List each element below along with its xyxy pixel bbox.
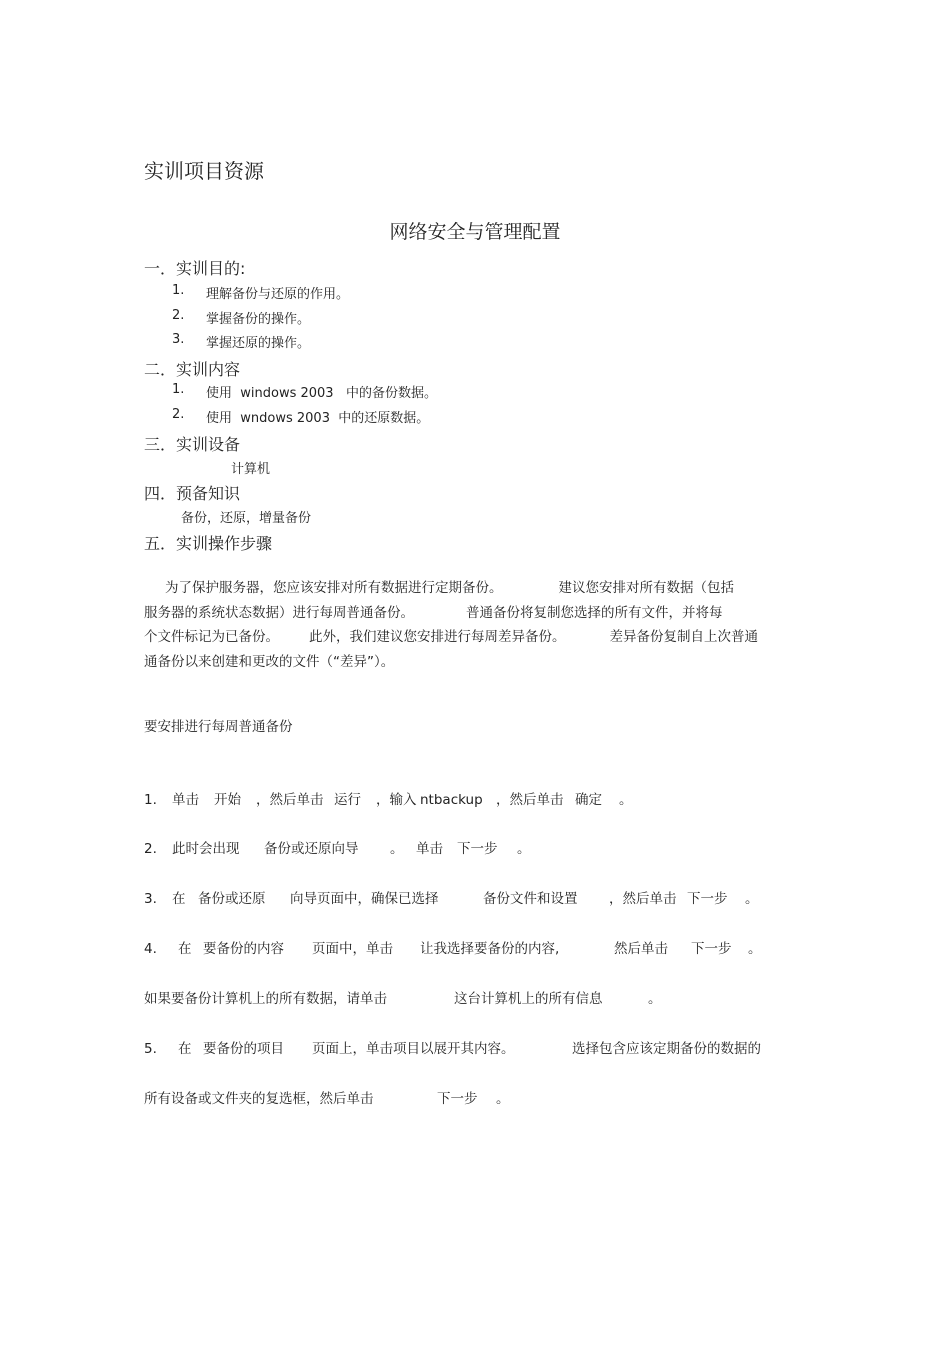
section-heading-steps: 五．实训操作步骤 bbox=[144, 534, 273, 553]
subheading-weekly-backup: 要安排进行每周普通备份 bbox=[144, 719, 293, 735]
step-5: 5. 在 要备份的项目 页面上，单击项目以展开其内容。 选择包含应该定期备份的数据的 bbox=[144, 1041, 761, 1057]
step-4-note: 如果要备份计算机上的所有数据，请单击 这台计算机上的所有信息 。 bbox=[144, 991, 662, 1007]
step-5-continued: 所有设备或文件夹的复选框，然后单击 下一步 。 bbox=[144, 1091, 510, 1107]
step-4: 4. 在 要备份的内容 页面中，单击 让我选择要备份的内容, 然后单击 下一步 。 bbox=[144, 941, 762, 957]
step-3: 3. 在 备份或还原 向导页面中，确保已选择 备份文件和设置 ，然后单击 下一步 。 bbox=[144, 891, 759, 907]
section-heading-content: 二．实训内容 bbox=[144, 360, 241, 379]
step-1: 1. 单击 开始 ，然后单击 运行 ，输入 ntbackup ，然后单击 确定 。 bbox=[144, 792, 633, 808]
section-heading-knowledge: 四．预备知识 bbox=[144, 484, 241, 503]
section-heading-objectives: 一．实训目的: bbox=[144, 259, 246, 278]
section-body-knowledge: 备份，还原，增量备份 bbox=[181, 511, 312, 526]
section-body-equipment: 计算机 bbox=[231, 462, 271, 477]
section-heading-equipment: 三．实训设备 bbox=[144, 435, 241, 454]
intro-paragraph: 为了保护服务器，您应该安排对所有数据进行定期备份。 建议您安排对所有数据（包括 服务器的系统状态数据）进行每周普通备份。 普通备份将复制您选择的所有文件，并将每 个文件标记为已备份。 此外，我们建议您安排进行每周差异备份。 差异备份复制自上次普通 通备份以来创建和更改的文件（“差异”）。 bbox=[144, 580, 758, 670]
step-2: 2. 此时会出现 备份或还原向导 。 单击 下一步 。 bbox=[144, 841, 531, 857]
document-title: 网络安全与管理配置 bbox=[389, 221, 561, 243]
page-header: 实训项目资源 bbox=[144, 159, 264, 183]
